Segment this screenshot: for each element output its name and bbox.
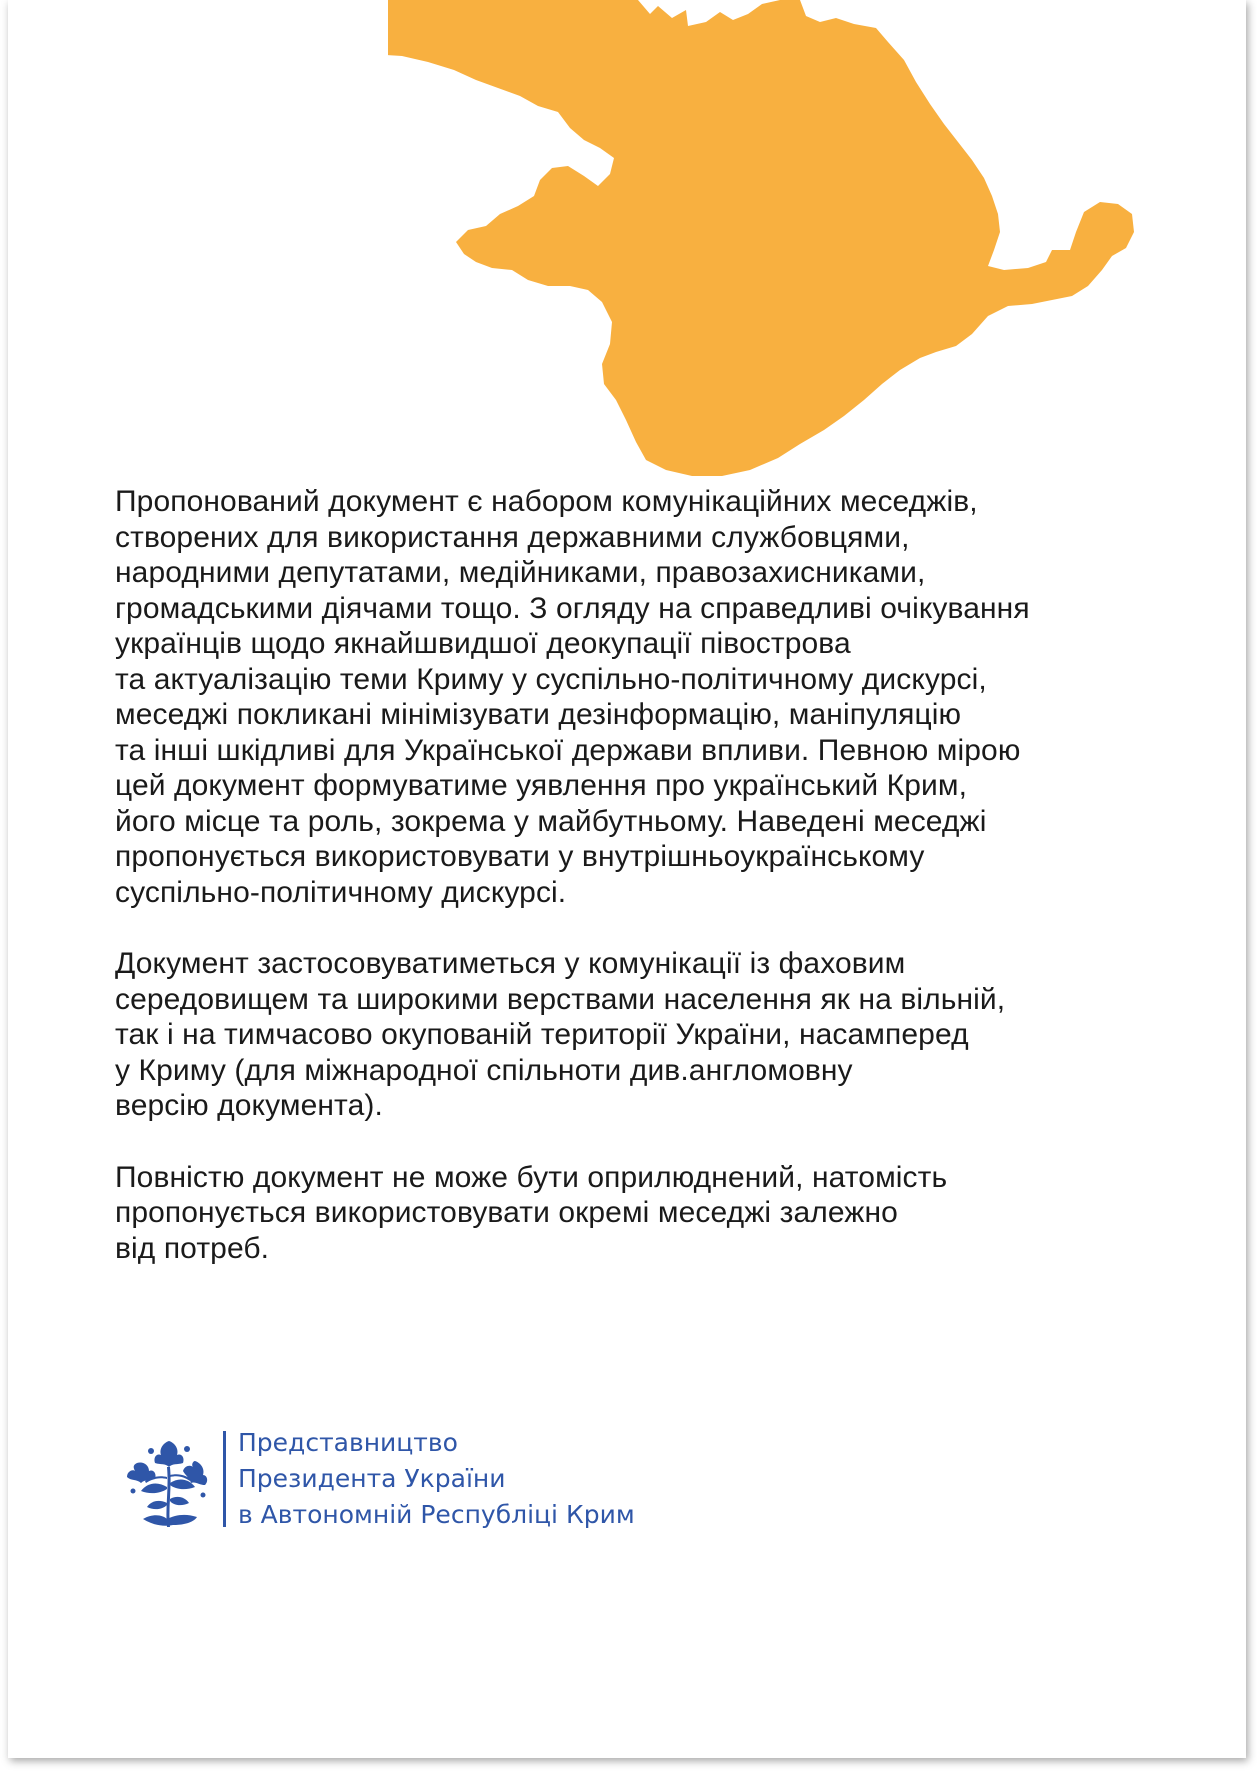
text-line: пропонується використовувати у внутрішньоукраїнському <box>115 840 925 873</box>
text-line: та інші шкідливі для Української держави впливи. Певною мірою <box>115 733 1021 767</box>
crimea-map-shape <box>388 0 1134 476</box>
text-line: його місце та роль, зокрема у майбутньому. Наведені меседжі <box>115 804 987 838</box>
body-text <box>115 484 1135 1302</box>
logo-line: Президента України <box>238 1464 506 1493</box>
text-line: Пропонований документ є набором комунікаційних меседжів, <box>115 485 978 518</box>
paragraph-2 <box>115 946 1135 1124</box>
logo-text <box>238 1425 635 1533</box>
text-line: так і на тимчасово окупованій території України, насамперед <box>115 1018 969 1051</box>
text-line: у Криму (для міжнародної спільноти див.англомовну <box>115 1053 853 1087</box>
text-line: українців щодо якнайшвидшої деокупації півострова <box>115 627 851 660</box>
text-line: меседжі покликані мінімізувати дезінформацію, маніпуляцію <box>115 698 962 731</box>
document-page <box>8 0 1246 1758</box>
logo-line: в Автономній Республіці Крим <box>238 1500 635 1529</box>
logo-line: Представництво <box>238 1428 458 1457</box>
text-line: та актуалізацію теми Криму у суспільно-політичному дискурсі, <box>115 662 987 696</box>
text-line: Повністю документ не може бути оприлюднений, натомість <box>115 1160 948 1194</box>
text-line: створених для використання державними службовцями, <box>115 520 910 554</box>
text-line: середовищем та широкими верствами населення як на вільній, <box>115 982 1006 1016</box>
crimea-map-icon <box>388 0 1148 480</box>
text-line: цей документ формуватиме уявлення про український Крим, <box>115 769 968 802</box>
paragraph-1 <box>115 484 1135 910</box>
text-line: Документ застосовуватиметься у комунікації із фаховим <box>115 947 906 980</box>
text-line: народними депутатами, медійниками, правозахисниками, <box>115 556 926 589</box>
text-line: версію документа). <box>115 1089 383 1122</box>
text-line: суспільно-політичному дискурсі. <box>115 875 567 909</box>
floral-ornament-icon <box>123 1437 211 1529</box>
text-line: від потреб. <box>115 1231 270 1265</box>
paragraph-3 <box>115 1160 1135 1267</box>
logo-divider <box>223 1431 226 1527</box>
text-line: пропонується використовувати окремі меседжі залежно <box>115 1196 898 1229</box>
text-line: громадськими діячами тощо. З огляду на справедливі очікування <box>115 591 1030 625</box>
